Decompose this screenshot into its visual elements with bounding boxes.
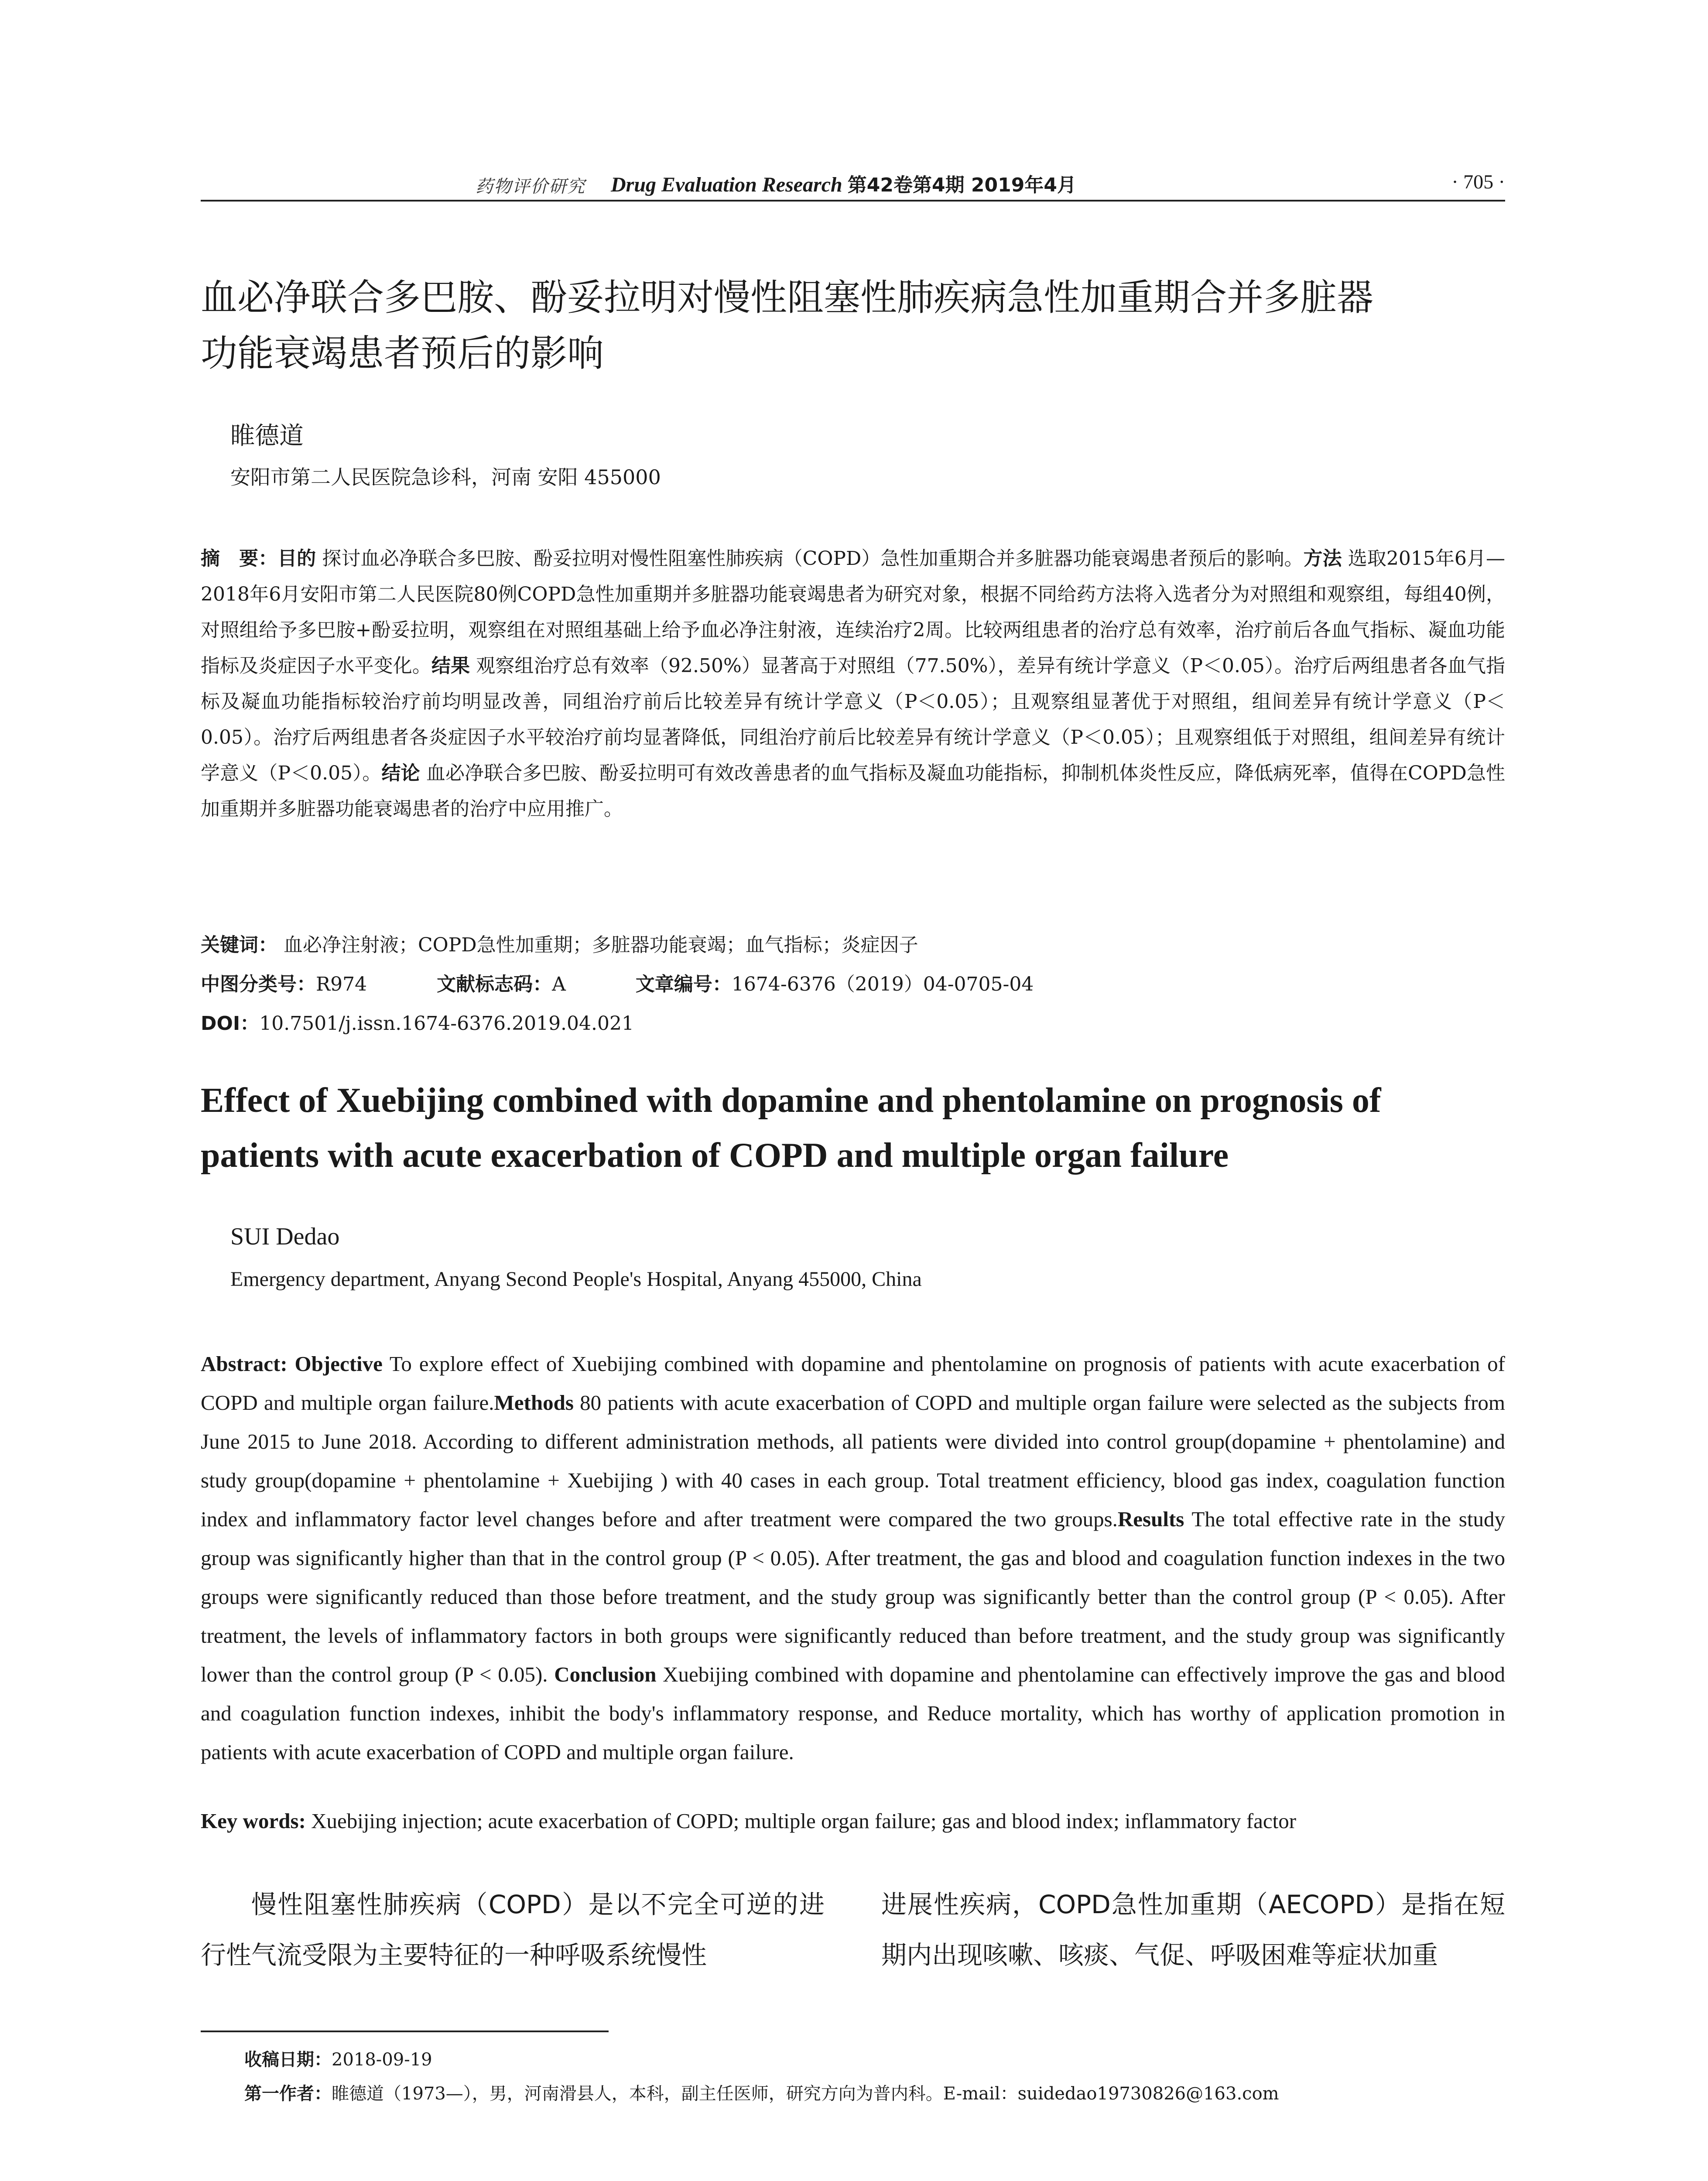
footnote-received [244, 2046, 432, 2071]
en-affiliation: Emergency department, Anyang Second People's Hospital, Anyang 455000, China [230, 1268, 922, 1291]
journal-name [611, 169, 1076, 197]
article-no-value: 1674-6376（2019）04-0705-04 [731, 973, 1034, 995]
body-column-left: 慢性阻塞性肺疾病（COPD）是以不完全可逆的进行性气流受限为主要特征的一种呼吸系统慢性 [201, 1890, 825, 1970]
en-methods-text: 80 patients with acute exacerbation of COPD and multiple organ failure were selected as the subjects from June 2015 to June 2018. According to different administration methods, all patients were divided into control group(dopamine + phentolamine) and study group(dopamine + phentolamine + Xuebijing ) with 40 cases in each group. Total treatment efficiency, blood gas index, coagulation function index and inflammatory factor level changes before and after treatment were compared the two groups. [201, 1391, 1506, 1531]
cn-keywords-text: 血必净注射液；COPD急性加重期；多脏器功能衰竭；血气指标；炎症因子 [284, 934, 918, 956]
en-results-text: The total effective rate in the study group was significantly higher than that in the control group (P < 0.05). After treatment, the gas and blood and coagulation function indexes in the two groups were significantly reduced than those before treatment, and the study group was significantly better than the control group (P < 0.05). After treatment, the levels of inflammatory factors in both groups were significantly reduced than before treatment, and the study group was significantly lower than the control group (P < 0.05). [201, 1507, 1505, 1686]
first-author-value: 睢德道（1973—），男，河南滑县人，本科，副主任医师，研究方向为普内科。E-mail：suidedao19730826@163.com [332, 2084, 1279, 2104]
cn-objective-text: 探讨血必净联合多巴胺、酚妥拉明对慢性阻塞性肺疾病（COPD）急性加重期合并多脏器功能衰竭患者预后的影响。 [322, 547, 1304, 570]
cn-keywords-label: 关键词： [201, 934, 277, 956]
clc-label: 中图分类号： [201, 973, 316, 995]
cn-abstract [201, 541, 1505, 827]
cn-results-label: 结果 [431, 655, 470, 677]
journal-logo: 药物评价研究 [476, 177, 585, 197]
clc-value: R974 [316, 973, 367, 995]
journal-issue: 第42卷第4期 2019年4月 [847, 174, 1076, 196]
en-objective-text: To explore effect of Xuebijing combined with dopamine and phentolamine on prognosis of patients with acute exacerbation of COPD and multiple organ failure. [201, 1352, 1505, 1415]
cn-title-line-1: 血必净联合多巴胺、酚妥拉明对慢性阻塞性肺疾病急性加重期合并多脏器 [201, 276, 1374, 319]
cn-doi [201, 1008, 634, 1036]
en-title-line-1: Effect of Xuebijing combined with dopamine and phentolamine on prognosis of [201, 1081, 1381, 1120]
received-value: 2018-09-19 [332, 2050, 432, 2070]
en-abstract [201, 1344, 1505, 1771]
en-conclusion-text: Xuebijing combined with dopamine and phentolamine can effectively improve the gas and blood and coagulation function indexes, inhibit the body's inflammatory response, and Reduce mortality, which has worthy of application promotion in patients with acute exacerbation of COPD and multiple organ failure. [201, 1662, 1506, 1764]
footnote-divider [201, 2031, 609, 2032]
cn-classification [201, 968, 1034, 996]
en-objective-label: Objective [294, 1352, 383, 1376]
en-keywords-label: Key words: [201, 1809, 306, 1833]
doc-code-value: A [552, 973, 566, 995]
en-author: SUI Dedao [230, 1223, 340, 1250]
cn-title-line-2: 功能衰竭患者预后的影响 [201, 332, 604, 375]
en-keywords-text: Xuebijing injection; acute exacerbation of COPD; multiple organ failure; gas and blood index; inflammatory factor [311, 1809, 1297, 1833]
en-results-label: Results [1117, 1507, 1184, 1531]
cn-title [201, 270, 1509, 381]
doi-value: 10.7501/j.issn.1674-6376.2019.04.021 [259, 1012, 634, 1035]
en-methods-label: Methods [494, 1391, 574, 1415]
doc-code-label: 文献标志码： [437, 973, 552, 995]
en-keywords [201, 1808, 1505, 1833]
journal-name-en: Drug Evaluation Research [611, 173, 842, 196]
cn-keywords [201, 929, 918, 957]
footnote-first-author [244, 2080, 1279, 2105]
cn-methods-text: 选取2015年6月—2018年6月安阳市第二人民医院80例COPD急性加重期并多脏器功能衰竭患者为研究对象，根据不同给药方法将入选者分为对照组和观察组，每组40例，对照组给予多巴胺+酚妥拉明，观察组在对照组基础上给予血必净注射液，连续治疗2周。比较两组患者的治疗总有效率，治疗前后各血气指标、凝血功能指标及炎症因子水平变化。 [201, 547, 1506, 677]
en-title [201, 1073, 1509, 1183]
cn-author: 睢德道 [230, 422, 304, 450]
en-title-line-2: patients with acute exacerbation of COPD and multiple organ failure [201, 1136, 1229, 1175]
first-author-label: 第一作者： [244, 2084, 332, 2104]
doi-label: DOI： [201, 1012, 260, 1035]
cn-abstract-label: 摘 要： [201, 547, 278, 570]
cn-conclusion-label: 结论 [381, 762, 420, 784]
en-conclusion-label: Conclusion [554, 1662, 657, 1686]
page-number: · 705 · [1451, 171, 1505, 193]
received-label: 收稿日期： [244, 2050, 332, 2070]
cn-results-text: 观察组治疗总有效率（92.50%）显著高于对照组（77.50%），差异有统计学意义（P＜0.05）。治疗后两组患者各血气指标及凝血功能指标较治疗前均明显改善，同组治疗前后比较差异有统计学意义（P＜0.05）；且观察组显著优于对照组，组间差异有统计学意义（P＜0.05）。治疗后两组患者各炎症因子水平较治疗前均显著降低，同组治疗前后比较差异有统计学意义（P＜0.05）；且观察组低于对照组，组间差异有统计学意义（P＜0.05）。 [201, 655, 1506, 784]
running-header [201, 169, 1505, 202]
cn-objective-label: 目的 [277, 547, 316, 570]
cn-affiliation: 安阳市第二人民医院急诊科，河南 安阳 455000 [230, 465, 661, 489]
cn-methods-label: 方法 [1303, 547, 1342, 570]
article-no-label: 文章编号： [635, 973, 732, 995]
cn-conclusion-text: 血必净联合多巴胺、酚妥拉明可有效改善患者的血气指标及凝血功能指标，抑制机体炎性反应，降低病死率，值得在COPD急性加重期并多脏器功能衰竭患者的治疗中应用推广。 [201, 762, 1506, 820]
en-abstract-label: Abstract: [201, 1352, 288, 1376]
body-column-right: 进展性疾病，COPD急性加重期（AECOPD）是指在短期内出现咳嗽、咳痰、气促、呼吸困难等症状加重 [881, 1890, 1505, 1970]
